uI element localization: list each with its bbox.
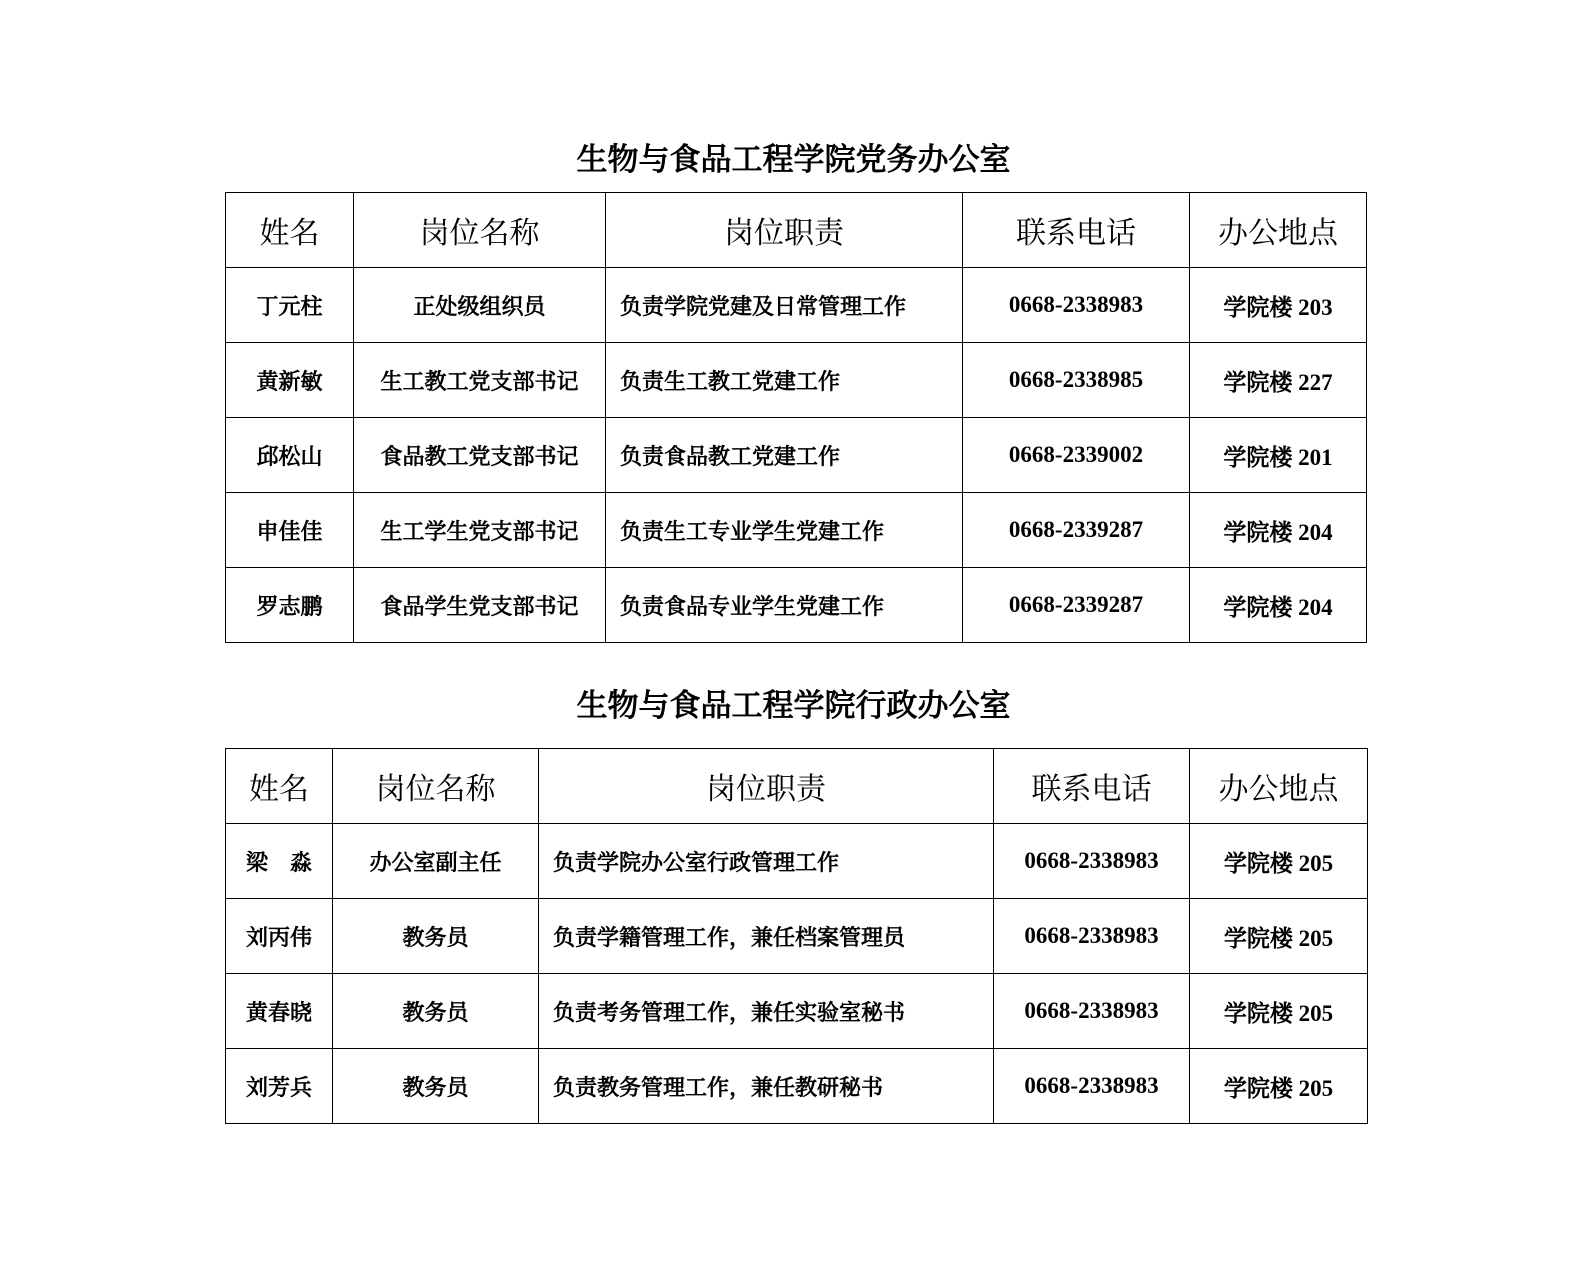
header-duty: 岗位职责 xyxy=(606,193,963,268)
cell-name: 梁 淼 xyxy=(226,824,333,899)
cell-position: 教务员 xyxy=(333,899,539,974)
header-position: 岗位名称 xyxy=(333,749,539,824)
cell-name: 邱松山 xyxy=(226,418,354,493)
cell-location: 学院楼 201 xyxy=(1190,418,1367,493)
table-row xyxy=(226,899,1368,974)
cell-position: 食品学生党支部书记 xyxy=(354,568,606,643)
cell-position: 正处级组织员 xyxy=(354,268,606,343)
table-header-row xyxy=(226,193,1367,268)
cell-phone: 0668-2338985 xyxy=(963,343,1190,418)
cell-name: 刘丙伟 xyxy=(226,899,333,974)
admin-office-title: 生物与食品工程学院行政办公室 xyxy=(576,688,1011,724)
header-name: 姓名 xyxy=(226,193,354,268)
party-office-title: 生物与食品工程学院党务办公室 xyxy=(576,142,1011,178)
header-position: 岗位名称 xyxy=(354,193,606,268)
cell-location: 学院楼 203 xyxy=(1190,268,1367,343)
cell-phone: 0668-2339287 xyxy=(963,568,1190,643)
cell-name: 黄新敏 xyxy=(226,343,354,418)
cell-position: 生工教工党支部书记 xyxy=(354,343,606,418)
cell-duty: 负责学院党建及日常管理工作 xyxy=(606,268,963,343)
cell-duty: 负责食品教工党建工作 xyxy=(606,418,963,493)
table-header-row xyxy=(226,749,1368,824)
cell-location: 学院楼 205 xyxy=(1190,899,1368,974)
cell-name: 刘芳兵 xyxy=(226,1049,333,1124)
admin-office-table xyxy=(225,748,1368,1124)
table-row xyxy=(226,343,1367,418)
table-row xyxy=(226,824,1368,899)
table-row xyxy=(226,493,1367,568)
cell-duty: 负责生工教工党建工作 xyxy=(606,343,963,418)
cell-name: 丁元柱 xyxy=(226,268,354,343)
cell-position: 教务员 xyxy=(333,974,539,1049)
cell-phone: 0668-2338983 xyxy=(994,899,1190,974)
cell-duty: 负责生工专业学生党建工作 xyxy=(606,493,963,568)
cell-phone: 0668-2339287 xyxy=(963,493,1190,568)
cell-name: 罗志鹏 xyxy=(226,568,354,643)
cell-duty: 负责教务管理工作，兼任教研秘书 xyxy=(539,1049,994,1124)
cell-name: 申佳佳 xyxy=(226,493,354,568)
cell-position: 办公室副主任 xyxy=(333,824,539,899)
header-duty: 岗位职责 xyxy=(539,749,994,824)
cell-location: 学院楼 227 xyxy=(1190,343,1367,418)
header-name: 姓名 xyxy=(226,749,333,824)
cell-location: 学院楼 204 xyxy=(1190,493,1367,568)
table-row xyxy=(226,418,1367,493)
cell-duty: 负责考务管理工作，兼任实验室秘书 xyxy=(539,974,994,1049)
party-office-table xyxy=(225,192,1367,643)
cell-phone: 0668-2338983 xyxy=(994,1049,1190,1124)
cell-phone: 0668-2338983 xyxy=(994,824,1190,899)
header-phone: 联系电话 xyxy=(994,749,1190,824)
cell-location: 学院楼 205 xyxy=(1190,1049,1368,1124)
cell-duty: 负责学籍管理工作，兼任档案管理员 xyxy=(539,899,994,974)
cell-location: 学院楼 205 xyxy=(1190,824,1368,899)
table-row xyxy=(226,974,1368,1049)
cell-location: 学院楼 205 xyxy=(1190,974,1368,1049)
header-location: 办公地点 xyxy=(1190,193,1367,268)
cell-position: 食品教工党支部书记 xyxy=(354,418,606,493)
cell-name: 黄春晓 xyxy=(226,974,333,1049)
cell-phone: 0668-2339002 xyxy=(963,418,1190,493)
header-phone: 联系电话 xyxy=(963,193,1190,268)
cell-position: 教务员 xyxy=(333,1049,539,1124)
header-location: 办公地点 xyxy=(1190,749,1368,824)
cell-phone: 0668-2338983 xyxy=(963,268,1190,343)
cell-duty: 负责学院办公室行政管理工作 xyxy=(539,824,994,899)
cell-location: 学院楼 204 xyxy=(1190,568,1367,643)
table-row xyxy=(226,568,1367,643)
table-row xyxy=(226,268,1367,343)
table-row xyxy=(226,1049,1368,1124)
cell-phone: 0668-2338983 xyxy=(994,974,1190,1049)
cell-duty: 负责食品专业学生党建工作 xyxy=(606,568,963,643)
cell-position: 生工学生党支部书记 xyxy=(354,493,606,568)
